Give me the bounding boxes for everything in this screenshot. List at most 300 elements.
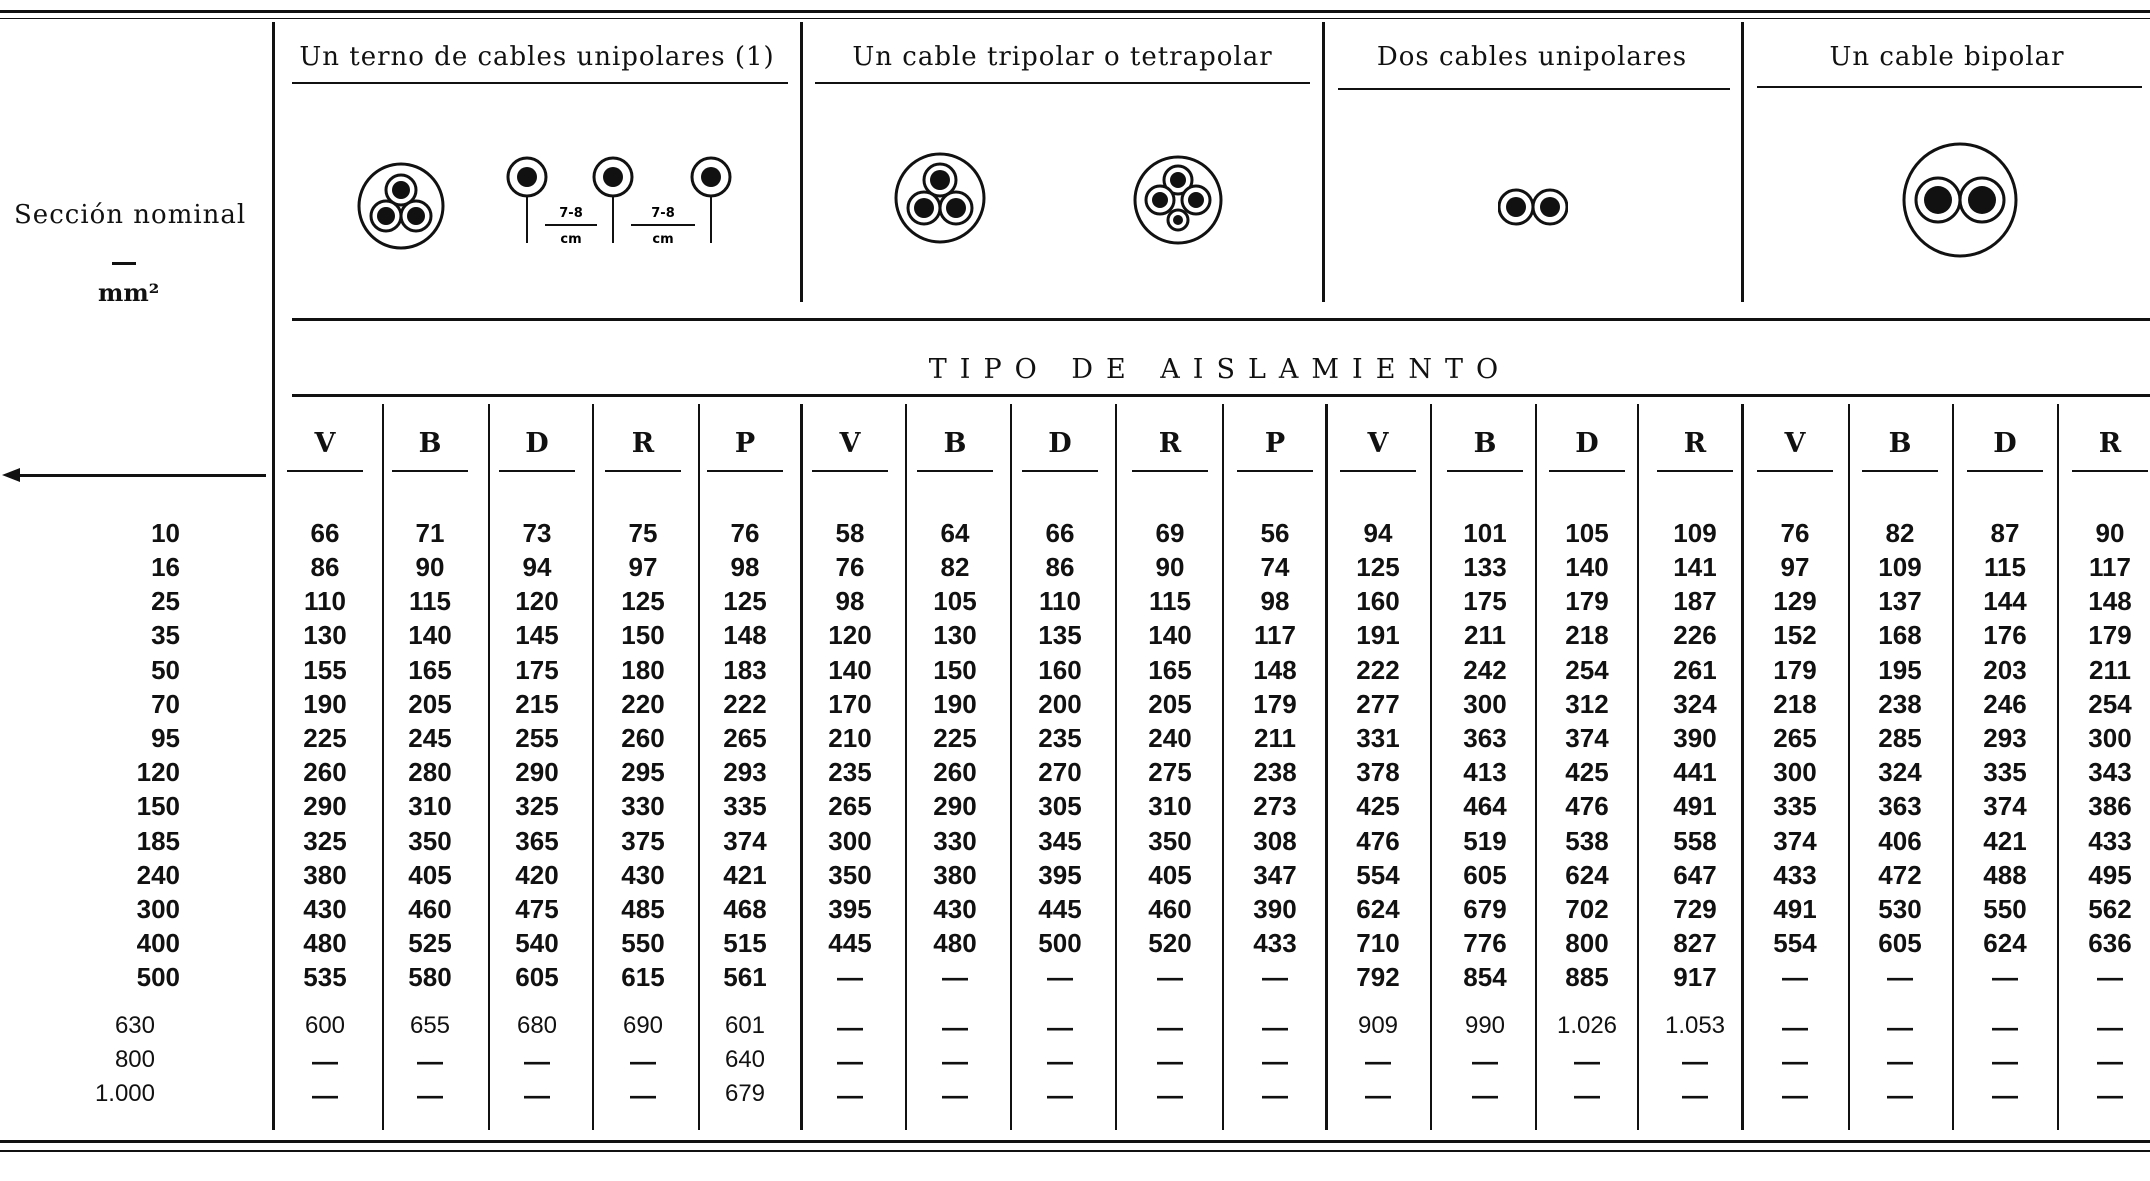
table-cell: 374 [1983, 791, 2027, 821]
table-cell: 520 [1148, 928, 1192, 958]
column-header: P [734, 428, 756, 459]
table-cell: 365 [515, 826, 559, 856]
table-cell: — [1157, 1080, 1183, 1110]
table-cell: 702 [1565, 894, 1609, 924]
table-cell: 176 [1983, 620, 2027, 650]
table-cell: 90 [415, 552, 445, 582]
table-cell: — [1262, 1080, 1288, 1110]
table-cell: 205 [408, 689, 452, 719]
column-header: V [314, 428, 336, 459]
table-cell: 205 [1148, 689, 1192, 719]
table-cell: 854 [1463, 962, 1507, 992]
table-cell: — [524, 1080, 550, 1110]
column-header: V [1367, 428, 1389, 459]
column-header-rule [1549, 470, 1625, 472]
group-rule-1 [292, 82, 788, 84]
table-cell: 647 [1673, 860, 1717, 890]
table-cell: — [1262, 962, 1288, 992]
table-cell: 270 [1038, 757, 1082, 787]
table-cell: 300 [1773, 757, 1817, 787]
table-cell: 94 [1363, 518, 1393, 548]
insulation-type-heading: TIPO DE AISLAMIENTO [928, 354, 1512, 385]
table-cell: — [312, 1046, 338, 1076]
column-divider [2057, 404, 2059, 1130]
table-cell: 605 [1878, 928, 1922, 958]
table-cell: 538 [1565, 826, 1609, 856]
table-cell: 120 [515, 586, 559, 616]
table-cell: 94 [522, 552, 552, 582]
table-cell: 56 [1260, 518, 1290, 548]
table-cell: 562 [2088, 894, 2132, 924]
table-cell: 1.026 [1556, 1012, 1618, 1039]
table-cell: 203 [1983, 655, 2027, 685]
table-cell: 82 [940, 552, 970, 582]
table-cell: — [1782, 1080, 1808, 1110]
column-divider [1637, 404, 1639, 1130]
table-cell: 69 [1155, 518, 1185, 548]
section-label: 800 [114, 1046, 155, 1073]
table-cell: — [1047, 1046, 1073, 1076]
bottom-rule [0, 1140, 2150, 1143]
table-cell: 218 [1773, 689, 1817, 719]
table-cell: — [1472, 1080, 1498, 1110]
table-cell: 350 [408, 826, 452, 856]
table-cell: 374 [1565, 723, 1609, 753]
table-cell: 115 [1984, 552, 2026, 582]
table-cell: — [1047, 1012, 1073, 1042]
table-cell: — [2097, 1046, 2123, 1076]
table-cell: 133 [1463, 552, 1507, 582]
table-cell: 155 [303, 655, 347, 685]
table-cell: — [630, 1080, 656, 1110]
row-header-label: Sección nominal [14, 200, 247, 230]
table-cell: 97 [628, 552, 658, 582]
table-cell: 347 [1253, 860, 1297, 890]
table-cell: 380 [933, 860, 977, 890]
group-rule-3 [1338, 88, 1730, 90]
table-cell: 195 [1878, 655, 1922, 685]
table-cell: 690 [622, 1012, 664, 1039]
table-cell: 211 [2089, 655, 2131, 685]
table-cell: — [1782, 962, 1808, 992]
table-cell: 235 [1038, 723, 1082, 753]
table-cell: — [1887, 1046, 1913, 1076]
section-label: 150 [136, 791, 180, 821]
table-cell: 495 [2088, 860, 2132, 890]
table-cell: 475 [515, 894, 559, 924]
table-cell: 130 [933, 620, 977, 650]
table-cell: 679 [1463, 894, 1507, 924]
table-cell: 73 [522, 518, 552, 548]
table-cell: 246 [1983, 689, 2027, 719]
table-cell: 374 [723, 826, 767, 856]
table-cell: — [942, 1012, 968, 1042]
group-rule-2 [815, 82, 1310, 84]
table-cell: 152 [1773, 620, 1817, 650]
table-cell: 331 [1356, 723, 1400, 753]
table-cell: 580 [408, 962, 452, 992]
table-cell: 380 [303, 860, 347, 890]
row-header-rule [12, 474, 266, 477]
table-cell: 240 [1148, 723, 1192, 753]
table-cell: 148 [2088, 586, 2132, 616]
table-cell: 235 [828, 757, 872, 787]
column-header-rule [287, 470, 363, 472]
table-cell: 636 [2088, 928, 2132, 958]
column-header-rule [2072, 470, 2148, 472]
table-cell: 710 [1356, 928, 1400, 958]
three-single-cables-spaced-icon [505, 155, 735, 255]
column-divider [1848, 404, 1850, 1130]
table-cell: 150 [621, 620, 665, 650]
table-cell: 476 [1356, 826, 1400, 856]
table-cell: 491 [1673, 791, 1717, 821]
table-cell: 561 [723, 962, 767, 992]
table-cell: 98 [730, 552, 760, 582]
table-cell: 277 [1356, 689, 1400, 719]
table-cell: 105 [933, 586, 977, 616]
table-cell: 66 [1045, 518, 1075, 548]
table-cell: — [1992, 1080, 2018, 1110]
table-cell: 226 [1673, 620, 1717, 650]
table-cell: 624 [1565, 860, 1609, 890]
table-cell: 530 [1878, 894, 1922, 924]
table-cell: 148 [1253, 655, 1297, 685]
column-header: D [525, 428, 549, 459]
table-cell: 76 [730, 518, 760, 548]
table-cell: 430 [303, 894, 347, 924]
table-cell: — [1574, 1080, 1600, 1110]
table-cell: 441 [1673, 757, 1717, 787]
table-cell: 64 [940, 518, 970, 548]
table-cell: 325 [515, 791, 559, 821]
section-label: 120 [136, 757, 180, 787]
table-cell: 125 [723, 586, 767, 616]
table-cell: 375 [621, 826, 665, 856]
table-cell: 420 [515, 860, 559, 890]
table-cell: 144 [1983, 586, 2027, 616]
table-cell: — [1574, 1046, 1600, 1076]
table-cell: 335 [723, 791, 767, 821]
table-cell: — [1472, 1046, 1498, 1076]
table-cell: 86 [1045, 552, 1075, 582]
table-cell: — [1682, 1080, 1708, 1110]
table-cell: 101 [1463, 518, 1507, 548]
table-cell: — [1992, 962, 2018, 992]
table-cell: 76 [835, 552, 865, 582]
table-cell: 350 [1148, 826, 1192, 856]
table-cell: 190 [933, 689, 977, 719]
table-cell: — [1365, 1046, 1391, 1076]
table-cell: 145 [515, 620, 559, 650]
column-header-rule [812, 470, 888, 472]
column-divider [488, 404, 490, 1130]
table-cell: 245 [408, 723, 452, 753]
table-cell: 260 [303, 757, 347, 787]
divider-group-1 [800, 22, 803, 302]
table-cell: 554 [1773, 928, 1817, 958]
table-cell: — [312, 1080, 338, 1110]
column-divider [1430, 404, 1432, 1130]
table-cell: 885 [1565, 962, 1609, 992]
table-cell: 460 [408, 894, 452, 924]
table-cell: — [1887, 1012, 1913, 1042]
table-cell: 640 [724, 1046, 766, 1073]
section-label: 50 [151, 655, 180, 685]
table-cell: — [1887, 962, 1913, 992]
column-header-rule [1022, 470, 1098, 472]
table-cell: 140 [828, 655, 872, 685]
table-cell: 480 [933, 928, 977, 958]
group-title-3: Dos cables unipolares [1376, 42, 1688, 72]
table-cell: 433 [1773, 860, 1817, 890]
table-cell: 550 [1983, 894, 2027, 924]
table-cell: 255 [515, 723, 559, 753]
table-cell: 225 [933, 723, 977, 753]
table-cell: — [1157, 1046, 1183, 1076]
spacing-label-1: 7-8 [559, 206, 583, 221]
column-header: R [1683, 428, 1707, 459]
table-cell: 117 [2089, 552, 2131, 582]
table-cell: 218 [1565, 620, 1609, 650]
section-label: 35 [151, 620, 180, 650]
column-header: B [1888, 428, 1912, 459]
table-cell: 312 [1565, 689, 1609, 719]
table-cell: 655 [409, 1012, 451, 1039]
spacing-unit-2: cm [652, 232, 674, 247]
section-label: 400 [136, 928, 180, 958]
table-cell: 260 [933, 757, 977, 787]
table-cell: 275 [1148, 757, 1192, 787]
column-divider [1952, 404, 1954, 1130]
table-cell: 140 [1148, 620, 1192, 650]
table-cell: 421 [723, 860, 767, 890]
group-rule-4 [1757, 86, 2142, 88]
table-cell: 430 [621, 860, 665, 890]
section-label: 300 [136, 894, 180, 924]
top-rule [0, 10, 2150, 13]
table-cell: 395 [828, 894, 872, 924]
two-single-cables-icon [1498, 187, 1568, 227]
table-cell: 211 [1464, 620, 1506, 650]
table-cell: — [1782, 1012, 1808, 1042]
table-cell: 115 [1149, 586, 1191, 616]
column-header: R [631, 428, 655, 459]
table-cell: — [630, 1046, 656, 1076]
table-cell: 425 [1565, 757, 1609, 787]
table-cell: 310 [408, 791, 452, 821]
tipo-rule-top [292, 318, 2150, 321]
section-label: 630 [114, 1012, 155, 1039]
table-cell: 310 [1148, 791, 1192, 821]
table-cell: 624 [1983, 928, 2027, 958]
table-cell: — [1047, 1080, 1073, 1110]
table-cell: 395 [1038, 860, 1082, 890]
table-cell: 150 [933, 655, 977, 685]
table-cell: 605 [1463, 860, 1507, 890]
table-cell: 105 [1565, 518, 1609, 548]
table-cell: 293 [1983, 723, 2027, 753]
table-cell: 350 [828, 860, 872, 890]
table-cell: 265 [828, 791, 872, 821]
table-cell: 776 [1463, 928, 1507, 958]
table-cell: — [1262, 1012, 1288, 1042]
table-cell: 187 [1673, 586, 1717, 616]
table-cell: 265 [1773, 723, 1817, 753]
table-cell: 554 [1356, 860, 1400, 890]
table-cell: — [837, 962, 863, 992]
table-cell: 363 [1878, 791, 1922, 821]
table-cell: — [1992, 1012, 2018, 1042]
table-cell: 550 [621, 928, 665, 958]
column-header-rule [1757, 470, 1833, 472]
column-header: R [2098, 428, 2122, 459]
table-cell: 680 [516, 1012, 558, 1039]
spacing-label-2: 7-8 [651, 206, 675, 221]
table-cell: 210 [828, 723, 872, 753]
column-divider [1741, 404, 1744, 1130]
table-cell: 386 [2088, 791, 2132, 821]
table-cell: — [837, 1012, 863, 1042]
table-cell: 165 [408, 655, 452, 685]
section-label: 500 [136, 962, 180, 992]
table-cell: 75 [628, 518, 658, 548]
table-cell: 535 [303, 962, 347, 992]
table-cell: 200 [1038, 689, 1082, 719]
table-cell: 405 [408, 860, 452, 890]
table-cell: 290 [933, 791, 977, 821]
table-cell: — [1157, 962, 1183, 992]
table-cell: 464 [1463, 791, 1507, 821]
table-cell: 254 [1565, 655, 1609, 685]
table-cell: 374 [1773, 826, 1817, 856]
table-cell: 140 [408, 620, 452, 650]
divider-group-2 [1322, 22, 1325, 302]
table-cell: 170 [828, 689, 872, 719]
table-cell: 97 [1780, 552, 1810, 582]
table-cell: — [1992, 1046, 2018, 1076]
table-cell: 238 [1878, 689, 1922, 719]
table-cell: 260 [621, 723, 665, 753]
column-header: B [943, 428, 967, 459]
table-cell: 792 [1356, 962, 1400, 992]
table-cell: 179 [1565, 586, 1609, 616]
table-cell: 990 [1464, 1012, 1506, 1039]
table-cell: 98 [1260, 586, 1290, 616]
table-cell: 238 [1253, 757, 1297, 787]
table-cell: 109 [1878, 552, 1922, 582]
section-label: 240 [136, 860, 180, 890]
table-cell: 293 [723, 757, 767, 787]
column-header-rule [1132, 470, 1208, 472]
table-cell: 58 [835, 518, 865, 548]
table-cell: 290 [303, 791, 347, 821]
spacing-unit-1: cm [560, 232, 582, 247]
table-cell: 476 [1565, 791, 1609, 821]
table-cell: 335 [1983, 757, 2027, 787]
section-label: 25 [151, 586, 180, 616]
column-header: B [1473, 428, 1497, 459]
table-cell: 82 [1885, 518, 1915, 548]
table-cell: 390 [1253, 894, 1297, 924]
table-cell: 468 [723, 894, 767, 924]
column-divider [905, 404, 907, 1130]
table-cell: 160 [1356, 586, 1400, 616]
table-cell: 148 [723, 620, 767, 650]
table-cell: 140 [1565, 552, 1609, 582]
column-header-rule [1967, 470, 2043, 472]
table-cell: 500 [1038, 928, 1082, 958]
table-cell: 215 [515, 689, 559, 719]
table-cell: 421 [1983, 826, 2027, 856]
column-header-rule [1340, 470, 1416, 472]
column-header: P [1264, 428, 1286, 459]
table-cell: 515 [723, 928, 767, 958]
table-cell: 87 [1990, 518, 2020, 548]
table-cell: 330 [621, 791, 665, 821]
table-cell: 183 [723, 655, 767, 685]
table-cell: 480 [303, 928, 347, 958]
table-cell: 300 [2088, 723, 2132, 753]
table-cell: — [1782, 1046, 1808, 1076]
divider-main [272, 22, 275, 1130]
table-cell: — [2097, 962, 2123, 992]
column-divider [698, 404, 700, 1130]
table-cell: 406 [1878, 826, 1922, 856]
table-cell: — [524, 1046, 550, 1076]
table-cell: 110 [1039, 586, 1081, 616]
table-cell: 165 [1148, 655, 1192, 685]
section-label: 10 [151, 518, 180, 548]
table-cell: 601 [724, 1012, 766, 1039]
table-cell: 729 [1673, 894, 1717, 924]
column-header: R [1158, 428, 1182, 459]
table-cell: 405 [1148, 860, 1192, 890]
table-cell: 71 [415, 518, 445, 548]
table-cell: 827 [1673, 928, 1717, 958]
table-cell: 137 [1878, 586, 1922, 616]
column-header-rule [917, 470, 993, 472]
table-cell: 125 [621, 586, 665, 616]
table-cell: 222 [723, 689, 767, 719]
column-divider [1010, 404, 1012, 1130]
table-cell: 605 [515, 962, 559, 992]
table-cell: 300 [1463, 689, 1507, 719]
table-cell: — [837, 1080, 863, 1110]
table-cell: 472 [1878, 860, 1922, 890]
column-header: D [1575, 428, 1599, 459]
table-cell: 491 [1773, 894, 1817, 924]
column-divider [800, 404, 803, 1130]
tripolar-cable-icon [890, 148, 990, 248]
table-cell: 220 [621, 689, 665, 719]
column-divider [1535, 404, 1537, 1130]
section-label: 1.000 [94, 1080, 155, 1107]
table-cell: 98 [835, 586, 865, 616]
table-cell: — [1157, 1012, 1183, 1042]
column-header-rule [1862, 470, 1938, 472]
table-cell: 285 [1878, 723, 1922, 753]
table-cell: 430 [933, 894, 977, 924]
group-title-4: Un cable bipolar [1829, 42, 2065, 72]
table-cell: 600 [304, 1012, 346, 1039]
column-divider [382, 404, 384, 1130]
table-cell: 363 [1463, 723, 1507, 753]
table-cell: 525 [408, 928, 452, 958]
table-cell: 74 [1260, 552, 1290, 582]
table-cell: 115 [409, 586, 451, 616]
table-cell: 917 [1673, 962, 1717, 992]
